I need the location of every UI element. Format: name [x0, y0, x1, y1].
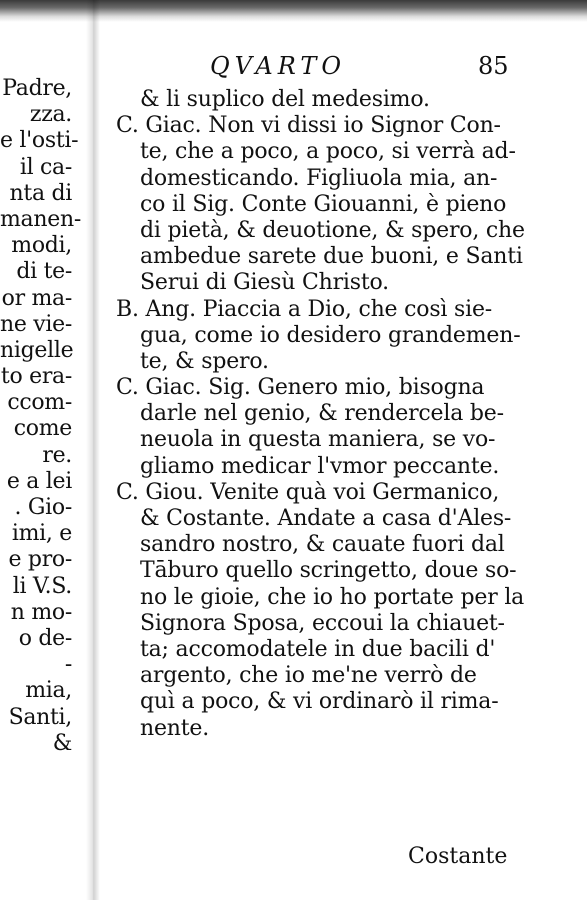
text-line — [116, 506, 548, 532]
running-title: QVARTO — [210, 52, 347, 80]
line-text: Piaccia a Dio, che così sie- — [202, 296, 493, 322]
text-line — [116, 349, 548, 375]
catchword: Costante — [408, 844, 508, 869]
line-text: Non vi dissi io Signor Con- — [208, 113, 501, 139]
text-line — [116, 637, 548, 663]
line-text: darle nel genio, & rendercela be- — [140, 401, 504, 427]
text-line — [116, 270, 548, 296]
speaker-label: C. Giac. — [116, 113, 202, 139]
margin-fragment: manen- — [0, 206, 81, 232]
line-text: no le gioie, che io ho portate per la — [140, 584, 525, 610]
line-text: nente. — [140, 715, 210, 741]
text-line — [116, 689, 548, 715]
margin-fragment: e a lei — [6, 468, 72, 494]
margin-fragment: nigelle — [0, 337, 74, 363]
text-line — [116, 558, 548, 584]
line-text: Sig. Genero mio, bisogna — [208, 375, 485, 401]
margin-fragment: li V.S. — [12, 573, 72, 599]
text-line — [116, 427, 548, 453]
margin-fragment: modi, — [11, 233, 72, 259]
line-text: ambedue sarete due buoni, e Santi — [140, 244, 523, 270]
line-text: Tāburo quello scringetto, doue so- — [140, 558, 517, 584]
text-line — [116, 139, 548, 165]
text-line — [116, 716, 548, 742]
text-line — [116, 585, 548, 611]
line-text: neuola in questa maniera, se vo- — [140, 427, 496, 453]
margin-fragment: ccom- — [7, 390, 72, 416]
line-text: co il Sig. Conte Giouanni, è pieno — [140, 191, 507, 217]
margin-fragment: n mo- — [10, 599, 72, 625]
text-line — [116, 244, 548, 270]
margin-fragment: di te- — [16, 259, 72, 285]
margin-fragment: ne vie- — [0, 311, 72, 337]
text-line — [116, 218, 548, 244]
facing-page-margin — [0, 76, 81, 757]
margin-fragment: imi, e — [11, 521, 72, 547]
line-text: sandro nostro, & cauate fuori dal — [140, 532, 505, 558]
text-line — [116, 166, 548, 192]
text-line — [116, 297, 548, 323]
margin-fragment: o de- — [18, 625, 72, 651]
margin-fragment: e l'osti- — [0, 128, 79, 154]
margin-fragment: zza. — [29, 102, 72, 128]
margin-fragment: - — [64, 652, 72, 678]
margin-fragment: e pro- — [8, 547, 72, 573]
text-line — [116, 401, 548, 427]
speaker-label: B. Ang. — [116, 296, 196, 322]
speaker-label: C. Giou. — [116, 479, 204, 505]
margin-fragment: nta di — [9, 180, 72, 206]
line-text: gua, come io desidero grandemen- — [140, 322, 521, 348]
line-text: quì a poco, & vi ordinarò il rima- — [140, 689, 499, 715]
line-text: & li suplico del medesimo. — [140, 87, 430, 112]
text-line — [116, 87, 548, 113]
running-header — [210, 52, 530, 82]
line-text: te, & spero. — [140, 348, 269, 374]
margin-fragment: Padre, — [2, 76, 72, 101]
margin-fragment: or ma- — [1, 285, 72, 311]
margin-fragment: . Gio- — [14, 495, 72, 520]
margin-fragment: re. — [42, 442, 72, 468]
text-line — [116, 480, 548, 506]
text-line — [116, 375, 548, 401]
text-line — [116, 323, 548, 349]
line-text: Serui di Giesù Christo. — [140, 270, 389, 296]
line-text: Signora Sposa, eccoui la chiauet- — [140, 610, 505, 636]
text-line — [116, 192, 548, 218]
text-line — [116, 663, 548, 689]
text-line — [116, 454, 548, 480]
line-text: gliamo medicar l'vmor peccante. — [140, 453, 500, 479]
line-text: di pietà, & deuotione, & spero, che — [140, 217, 525, 243]
line-text: Venite quà voi Germanico, — [210, 479, 500, 505]
margin-fragment: come — [13, 416, 72, 442]
line-text: & Costante. Andate a casa d'Ales- — [140, 506, 512, 531]
line-text: te, che a poco, a poco, si verrà ad- — [140, 139, 516, 165]
text-line — [116, 532, 548, 558]
line-text: domesticando. Figliuola mia, an- — [140, 165, 498, 191]
line-text: ta; accomodatele in due bacili d' — [140, 636, 496, 662]
dialogue-text — [116, 87, 548, 742]
margin-fragment: to era- — [0, 364, 72, 390]
speaker-label: C. Giac. — [116, 375, 202, 401]
margin-fragment: mia, — [25, 678, 72, 704]
text-line — [116, 113, 548, 139]
book-gutter — [86, 0, 100, 900]
margin-fragment: il ca- — [19, 154, 72, 180]
line-text: argento, che io me'ne verrò de — [140, 663, 477, 689]
page-number: 85 — [478, 52, 509, 80]
margin-fragment: & — [52, 730, 72, 756]
margin-fragment: Santi, — [8, 704, 72, 730]
text-line — [116, 611, 548, 637]
